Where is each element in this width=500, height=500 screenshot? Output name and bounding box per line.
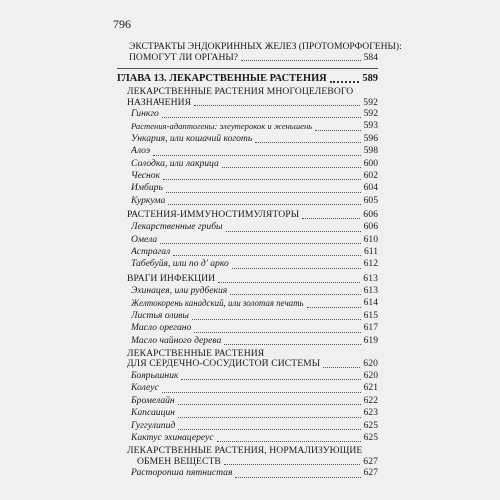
- item-title: Омела: [131, 233, 158, 245]
- section-page: 620: [363, 358, 378, 370]
- leader-dots: [235, 476, 360, 478]
- section-title: ВРАГИ ИНФЕКЦИИ: [127, 272, 216, 284]
- leader-dots: [217, 440, 361, 442]
- toc-item: [117, 221, 378, 233]
- item-page: 598: [363, 145, 378, 157]
- item-title: Имбирь: [131, 182, 163, 194]
- leader-dots: [166, 191, 361, 193]
- toc-item: [117, 108, 378, 120]
- chapter-page: 589: [362, 73, 378, 84]
- item-page: 620: [363, 369, 378, 381]
- item-title: Алоэ: [131, 145, 151, 157]
- item-title: Желтокорень канадский, или золотая печать: [131, 298, 304, 309]
- leader-dots: [315, 129, 360, 131]
- leader-dots: [222, 166, 361, 168]
- toc-item: [117, 467, 378, 479]
- section-page: 627: [363, 455, 378, 467]
- item-title: Астрагал: [131, 246, 171, 258]
- chapter-title: ГЛАВА 13. ЛЕКАРСТВЕННЫЕ РАСТЕНИЯ: [117, 73, 327, 84]
- item-page: 625: [363, 431, 378, 443]
- leader-dots: [224, 343, 360, 345]
- toc-item: [117, 133, 378, 145]
- item-page: 600: [363, 157, 378, 169]
- toc-section-infection: [117, 273, 378, 285]
- leader-dots: [173, 254, 361, 256]
- leader-dots: [218, 281, 360, 283]
- leader-dots: [302, 217, 360, 219]
- toc-item: [117, 285, 378, 297]
- toc-item: [117, 195, 378, 207]
- item-page: 619: [363, 334, 378, 346]
- leader-dots: [226, 230, 361, 232]
- item-page: 617: [363, 322, 378, 334]
- item-page: 592: [363, 108, 378, 119]
- item-page: 625: [363, 419, 378, 431]
- item-page: 593: [363, 120, 378, 132]
- item-page: 615: [363, 309, 378, 321]
- leader-dots: [178, 416, 361, 418]
- leader-dots: [241, 59, 361, 61]
- leader-dots: [162, 391, 361, 393]
- leader-dots: [178, 403, 361, 405]
- toc-item: [117, 120, 378, 132]
- leader-dots: [230, 293, 360, 295]
- leader-dots: [192, 318, 361, 320]
- item-title: Лекарственные грибы: [131, 221, 223, 233]
- item-title: Куркума: [131, 194, 166, 206]
- item-title: Чеснок: [131, 170, 161, 182]
- section-title-line1: ЛЕКАРСТВЕННЫЕ РАСТЕНИЯ: [127, 347, 265, 359]
- item-page: 610: [363, 233, 378, 245]
- toc-item: [117, 310, 378, 322]
- item-title: Бромелайн: [131, 394, 175, 406]
- section-title: РАСТЕНИЯ-ИММУНОСТИМУЛЯТОРЫ: [127, 209, 300, 221]
- item-page: 596: [363, 132, 378, 144]
- toc-item: [117, 382, 378, 394]
- page-number: 796: [113, 17, 131, 31]
- divider-rule: [117, 68, 378, 69]
- item-page: 622: [363, 394, 378, 406]
- item-title: Колеус: [131, 382, 159, 394]
- item-title: Кактус эхинацереус: [131, 431, 214, 443]
- item-title: Солодка, или лакрица: [131, 157, 219, 169]
- toc-item: [117, 420, 378, 432]
- toc-entry-title-line1: ЭКСТРАКТЫ ЭНДОКРИННЫХ ЖЕЛЕЗ (ПРОТОМОРФОГЕНЫ):: [129, 41, 402, 52]
- item-title: Эхинацея, или рудбекия: [131, 284, 228, 296]
- item-title: Гуггулипид: [131, 419, 176, 431]
- item-title: Боярышник: [131, 369, 179, 381]
- section-title-line1: ЛЕКАРСТВЕННЫЕ РАСТЕНИЯ МНОГОЦЕЛЕВОГО: [127, 86, 354, 97]
- toc-item: [117, 370, 378, 382]
- leader-dots: [330, 80, 360, 83]
- leader-dots: [323, 366, 360, 368]
- item-page: 614: [363, 297, 378, 309]
- toc-entry-page: 584: [363, 51, 378, 63]
- item-title: Масло орегано: [131, 322, 192, 334]
- toc-chapter-13: [117, 73, 378, 85]
- item-title: Листья оливы: [131, 309, 189, 321]
- toc-item: [117, 395, 378, 407]
- leader-dots: [181, 378, 360, 380]
- toc-section-immuno: [117, 209, 378, 221]
- leader-dots: [194, 331, 360, 333]
- toc-item: [117, 258, 378, 270]
- leader-dots: [255, 141, 360, 143]
- section-title-line2: НАЗНАЧЕНИЯ: [127, 97, 192, 108]
- item-page: 611: [363, 246, 378, 258]
- leader-dots: [168, 203, 360, 205]
- section-page: 592: [363, 96, 378, 108]
- item-page: 612: [363, 258, 378, 270]
- item-page: 623: [363, 407, 378, 419]
- toc-item: [117, 145, 378, 157]
- item-page: 613: [363, 284, 378, 296]
- toc-item: [117, 432, 378, 444]
- leader-dots: [162, 116, 361, 118]
- toc-item: [117, 246, 378, 258]
- leader-dots: [224, 463, 360, 465]
- leader-dots: [194, 104, 360, 106]
- section-page: 606: [363, 209, 378, 221]
- toc-section-cardio: [117, 349, 378, 370]
- item-title: Капсаицин: [131, 407, 175, 419]
- leader-dots: [178, 428, 360, 430]
- item-page: 602: [363, 170, 378, 182]
- item-title: Ункария, или кошачий коготь: [131, 132, 253, 144]
- toc-entry-title-line2: ПОМОГУТ ЛИ ОРГАНЫ?: [129, 52, 238, 63]
- item-title: Растения-адаптогены: элеутерокок и женьшень: [131, 121, 313, 132]
- toc-item: [117, 182, 378, 194]
- item-page: 604: [363, 182, 378, 194]
- leader-dots: [160, 242, 360, 244]
- table-of-contents: [117, 41, 402, 480]
- toc-entry-endocrine: [117, 41, 402, 63]
- section-title-line2: ДЛЯ СЕРДЕЧНО-СОСУДИСТОЙ СИСТЕМЫ: [127, 359, 321, 370]
- toc-item: [117, 407, 378, 419]
- item-title: Табебуйя, или по д' арко: [131, 258, 229, 270]
- item-title: Расторопша пятнистая: [131, 467, 233, 479]
- toc-item: [117, 234, 378, 246]
- item-page: 627: [363, 467, 378, 479]
- item-title: Гинкго: [131, 108, 159, 119]
- item-page: 621: [363, 382, 378, 394]
- section-title-line1: ЛЕКАРСТВЕННЫЕ РАСТЕНИЯ, НОРМАЛИЗУЮЩИЕ: [127, 445, 363, 457]
- item-page: 606: [363, 221, 378, 233]
- toc-item: [117, 335, 378, 347]
- toc-section-metabolism: [117, 446, 378, 467]
- toc-section-multipurpose: [117, 87, 378, 108]
- section-page: 613: [363, 272, 378, 284]
- leader-dots: [153, 154, 361, 156]
- item-page: 605: [363, 194, 378, 206]
- toc-item: [117, 170, 378, 182]
- leader-dots: [307, 306, 361, 308]
- item-title: Масло чайного дерева: [131, 334, 222, 346]
- leader-dots: [232, 267, 361, 269]
- section-title-line2: ОБМЕН ВЕЩЕСТВ: [137, 456, 221, 467]
- toc-item: [117, 322, 378, 334]
- toc-item: [117, 158, 378, 170]
- leader-dots: [163, 178, 361, 180]
- toc-item: [117, 297, 378, 309]
